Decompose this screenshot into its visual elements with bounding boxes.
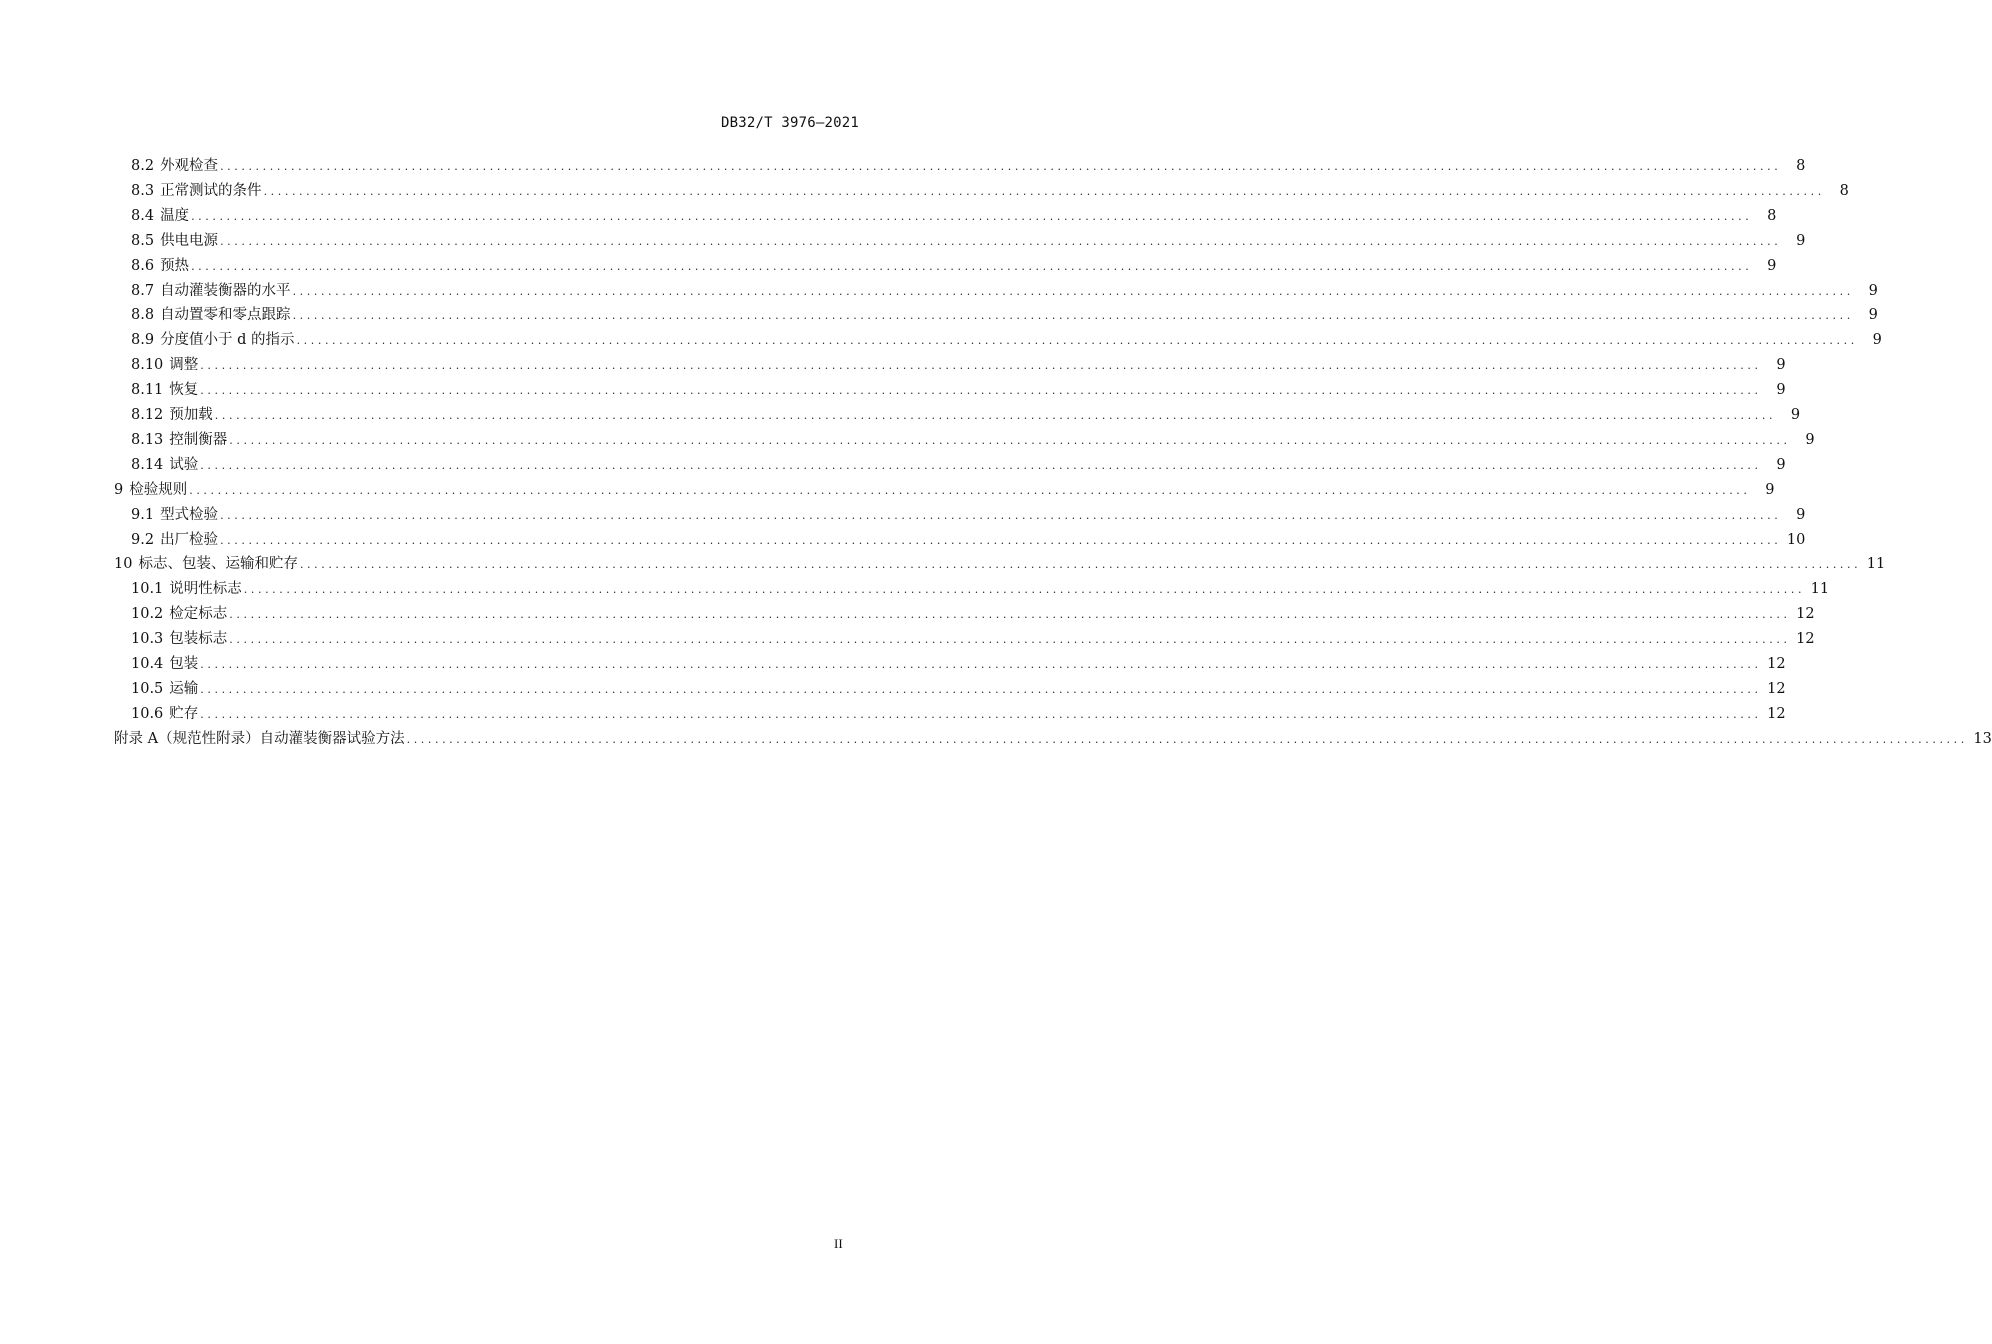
toc-entry-number: 10.6 [131, 705, 164, 722]
toc-entry-page: 8 [1839, 182, 1849, 199]
toc-entry-label [131, 154, 220, 178]
toc-entry-page: 9 [1796, 232, 1806, 249]
toc-entry-label [131, 303, 293, 327]
toc-entry-label [131, 503, 220, 527]
toc-entry-number: 9.2 [131, 531, 155, 548]
toc-entry[interactable] [131, 403, 1801, 427]
toc-entry-number: 8.3 [131, 182, 155, 199]
toc-entry-label [131, 677, 200, 701]
toc-entry-page: 9 [1767, 257, 1777, 274]
toc-entry-number: 8.13 [131, 431, 164, 448]
toc-leader-dots: ............................................................................................................................................................................................................................ [220, 533, 1782, 547]
toc-entry-title: 型式检验 [160, 506, 219, 523]
toc-entry[interactable] [131, 602, 1815, 626]
toc-leader-dots: ............................................................................................................................................................................................................................ [292, 284, 1854, 298]
toc-leader-dots: ............................................................................................................................................................................................................................ [200, 458, 1762, 472]
toc-entry[interactable] [131, 378, 1786, 402]
toc-entry-page: 12 [1796, 631, 1815, 648]
toc-leader-dots: ............................................................................................................................................................................................................................ [191, 209, 1753, 223]
toc-entry-page: 9 [1776, 382, 1786, 399]
toc-entry[interactable] [131, 154, 1806, 178]
toc-leader-dots: ............................................................................................................................................................................................................................ [200, 707, 1762, 721]
toc-entry-label [131, 378, 200, 402]
toc-entry-title: 试验 [169, 456, 199, 473]
toc-entry-label [114, 552, 300, 576]
toc-entry-number: 附录 A [114, 730, 159, 747]
toc-leader-dots: ............................................................................................................................................................................................................................ [243, 583, 1806, 597]
toc-entry[interactable] [131, 627, 1815, 651]
toc-entry[interactable] [131, 677, 1786, 701]
toc-leader-dots: ............................................................................................................................................................................................................................ [191, 259, 1753, 273]
toc-entry-label [131, 204, 191, 228]
toc-entry-page: 10 [1786, 531, 1806, 548]
toc-entry-title: 控制衡器 [169, 431, 228, 448]
toc-entry-page: 12 [1767, 680, 1786, 697]
toc-leader-dots: ............................................................................................................................................................................................................................ [220, 508, 1782, 522]
toc-entry-number: 10.2 [131, 606, 164, 623]
toc-leader-dots: ............................................................................................................................................................................................................................ [296, 334, 1858, 348]
toc-entry-page: 12 [1767, 656, 1786, 672]
toc-entry[interactable] [131, 229, 1806, 253]
toc-entry-title: 自动置零和零点跟踪 [160, 307, 291, 324]
toc-entry-label [114, 727, 407, 751]
toc-entry-page: 9 [1776, 357, 1786, 374]
toc-entry-label [131, 652, 200, 676]
toc-entry-title: 外观检查 [160, 158, 219, 174]
toc-entry-page: 11 [1810, 581, 1830, 598]
toc-entry-label [131, 229, 220, 253]
toc-entry-title: 预加载 [169, 407, 213, 423]
toc-entry-label [131, 254, 191, 278]
toc-entry[interactable] [131, 652, 1786, 676]
toc-entry-number: 8.12 [131, 407, 164, 423]
toc-leader-dots: ............................................................................................................................................................................................................................ [214, 409, 1777, 422]
toc-entry[interactable] [131, 204, 1777, 228]
toc-entry-title: 正常测试的条件 [160, 182, 262, 199]
toc-entry-number: 8.4 [131, 207, 155, 224]
toc-entry[interactable] [131, 453, 1786, 477]
toc-entry[interactable] [114, 478, 1775, 502]
toc-entry-number: 8.8 [131, 307, 155, 324]
toc-entry-number: 9 [114, 481, 124, 498]
toc-entry-title: （规范性附录）自动灌装衡器试验方法 [158, 730, 405, 747]
toc-leader-dots: ............................................................................................................................................................................................................................ [229, 433, 1791, 447]
toc-entry[interactable] [131, 702, 1786, 726]
toc-entry-title: 分度值小于 d 的指示 [160, 332, 295, 349]
toc-entry-label [131, 428, 229, 452]
toc-entry-number: 8.6 [131, 257, 155, 274]
toc-entry-number: 8.2 [131, 158, 155, 174]
toc-entry-title: 包装 [169, 656, 199, 672]
toc-entry-label [131, 403, 215, 427]
toc-entry-page: 9 [1796, 506, 1806, 523]
toc-leader-dots: ............................................................................................................................................................................................................................ [189, 483, 1751, 497]
toc-entry-title: 调整 [169, 357, 199, 374]
toc-entry-label [131, 179, 264, 203]
toc-entry-title: 标志、包装、运输和贮存 [138, 556, 298, 573]
toc-entry-title: 预热 [160, 257, 190, 274]
toc-entry-label [131, 627, 229, 651]
toc-entry-label [131, 279, 293, 303]
document-code: DB32/T 3976—2021 [720, 115, 859, 131]
toc-entry-page: 12 [1767, 705, 1786, 722]
toc-entry-page: 11 [1866, 556, 1886, 573]
toc-entry-number: 8.9 [131, 332, 155, 349]
toc-entry-title: 检验规则 [129, 481, 188, 498]
toc-entry[interactable] [114, 552, 1886, 576]
toc-leader-dots: ............................................................................................................................................................................................................................ [299, 558, 1862, 572]
toc-entry-label [131, 353, 200, 377]
toc-entry-label [131, 328, 297, 352]
toc-entry-label [131, 602, 229, 626]
toc-entry-page: 9 [1790, 407, 1801, 423]
toc-leader-dots: ............................................................................................................................................................................................................................ [200, 658, 1762, 671]
toc-entry[interactable] [131, 254, 1777, 278]
toc-entry[interactable] [131, 179, 1849, 203]
toc-entry-label [131, 577, 244, 601]
toc-entry-number: 9.1 [131, 506, 155, 523]
toc-entry-title: 包装标志 [169, 631, 228, 648]
toc-entry[interactable] [131, 328, 1882, 352]
page-number: II [834, 1236, 843, 1251]
toc-entry-title: 说明性标志 [169, 581, 242, 598]
toc-entry-number: 10.1 [131, 581, 164, 598]
toc-entry-page: 8 [1767, 207, 1777, 224]
toc-entry-label [131, 528, 220, 552]
toc-entry-number: 10.4 [131, 656, 164, 672]
toc-entry-title: 出厂检验 [160, 531, 219, 548]
toc-leader-dots: ............................................................................................................................................................................................................................ [292, 309, 1854, 323]
toc-entry-number: 8.7 [131, 282, 155, 299]
toc-leader-dots: ............................................................................................................................................................................................................................ [200, 359, 1762, 373]
toc-leader-dots: ............................................................................................................................................................................................................................ [263, 184, 1825, 198]
toc-entry[interactable] [131, 428, 1815, 452]
toc-entry-number: 10.3 [131, 631, 164, 648]
toc-leader-dots: ............................................................................................................................................................................................................................ [220, 160, 1782, 173]
toc-entry-page: 12 [1796, 606, 1815, 623]
toc-entry-title: 自动灌装衡器的水平 [160, 282, 291, 299]
toc-entry-number: 8.10 [131, 357, 164, 374]
toc-entry[interactable] [131, 353, 1786, 377]
toc-leader-dots: ............................................................................................................................................................................................................................ [220, 234, 1782, 248]
toc-entry-page: 9 [1776, 456, 1786, 473]
toc-entry-title: 温度 [160, 207, 190, 224]
toc-leader-dots: ............................................................................................................................................................................................................................ [229, 633, 1791, 647]
toc-entry[interactable] [131, 577, 1830, 601]
toc-entry[interactable] [131, 279, 1878, 303]
toc-entry-page: 9 [1805, 431, 1815, 448]
toc-leader-dots: ............................................................................................................................................................................................................................ [200, 384, 1762, 398]
toc-entry[interactable] [131, 503, 1806, 527]
toc-entry[interactable] [131, 528, 1806, 552]
toc-entry[interactable] [114, 727, 1992, 751]
toc-entry-title: 恢复 [169, 382, 199, 399]
toc-leader-dots: ............................................................................................................................................................................................................................ [406, 732, 1968, 746]
toc-entry-page: 13 [1973, 730, 1992, 747]
toc-entry-label [114, 478, 189, 502]
toc-entry-label [131, 702, 200, 726]
toc-entry-page: 9 [1868, 307, 1878, 324]
toc-entry-page: 9 [1872, 332, 1882, 349]
toc-entry[interactable] [131, 303, 1878, 327]
toc-leader-dots: ............................................................................................................................................................................................................................ [200, 682, 1762, 696]
toc-entry-label [131, 453, 200, 477]
toc-entry-title: 贮存 [169, 705, 199, 722]
toc-entry-title: 检定标志 [169, 606, 228, 623]
toc-entry-number: 10.5 [131, 680, 164, 697]
toc-entry-page: 8 [1796, 158, 1806, 174]
toc-entry-title: 供电电源 [160, 232, 219, 249]
toc-entry-number: 8.5 [131, 232, 155, 249]
toc-entry-number: 8.14 [131, 456, 164, 473]
toc-leader-dots: ............................................................................................................................................................................................................................ [229, 608, 1791, 622]
toc-entry-number: 8.11 [131, 382, 164, 399]
toc-entry-page: 9 [1868, 282, 1878, 299]
toc-entry-title: 运输 [169, 680, 199, 697]
toc-entry-page: 9 [1765, 481, 1775, 498]
toc-entry-number: 10 [114, 556, 133, 573]
